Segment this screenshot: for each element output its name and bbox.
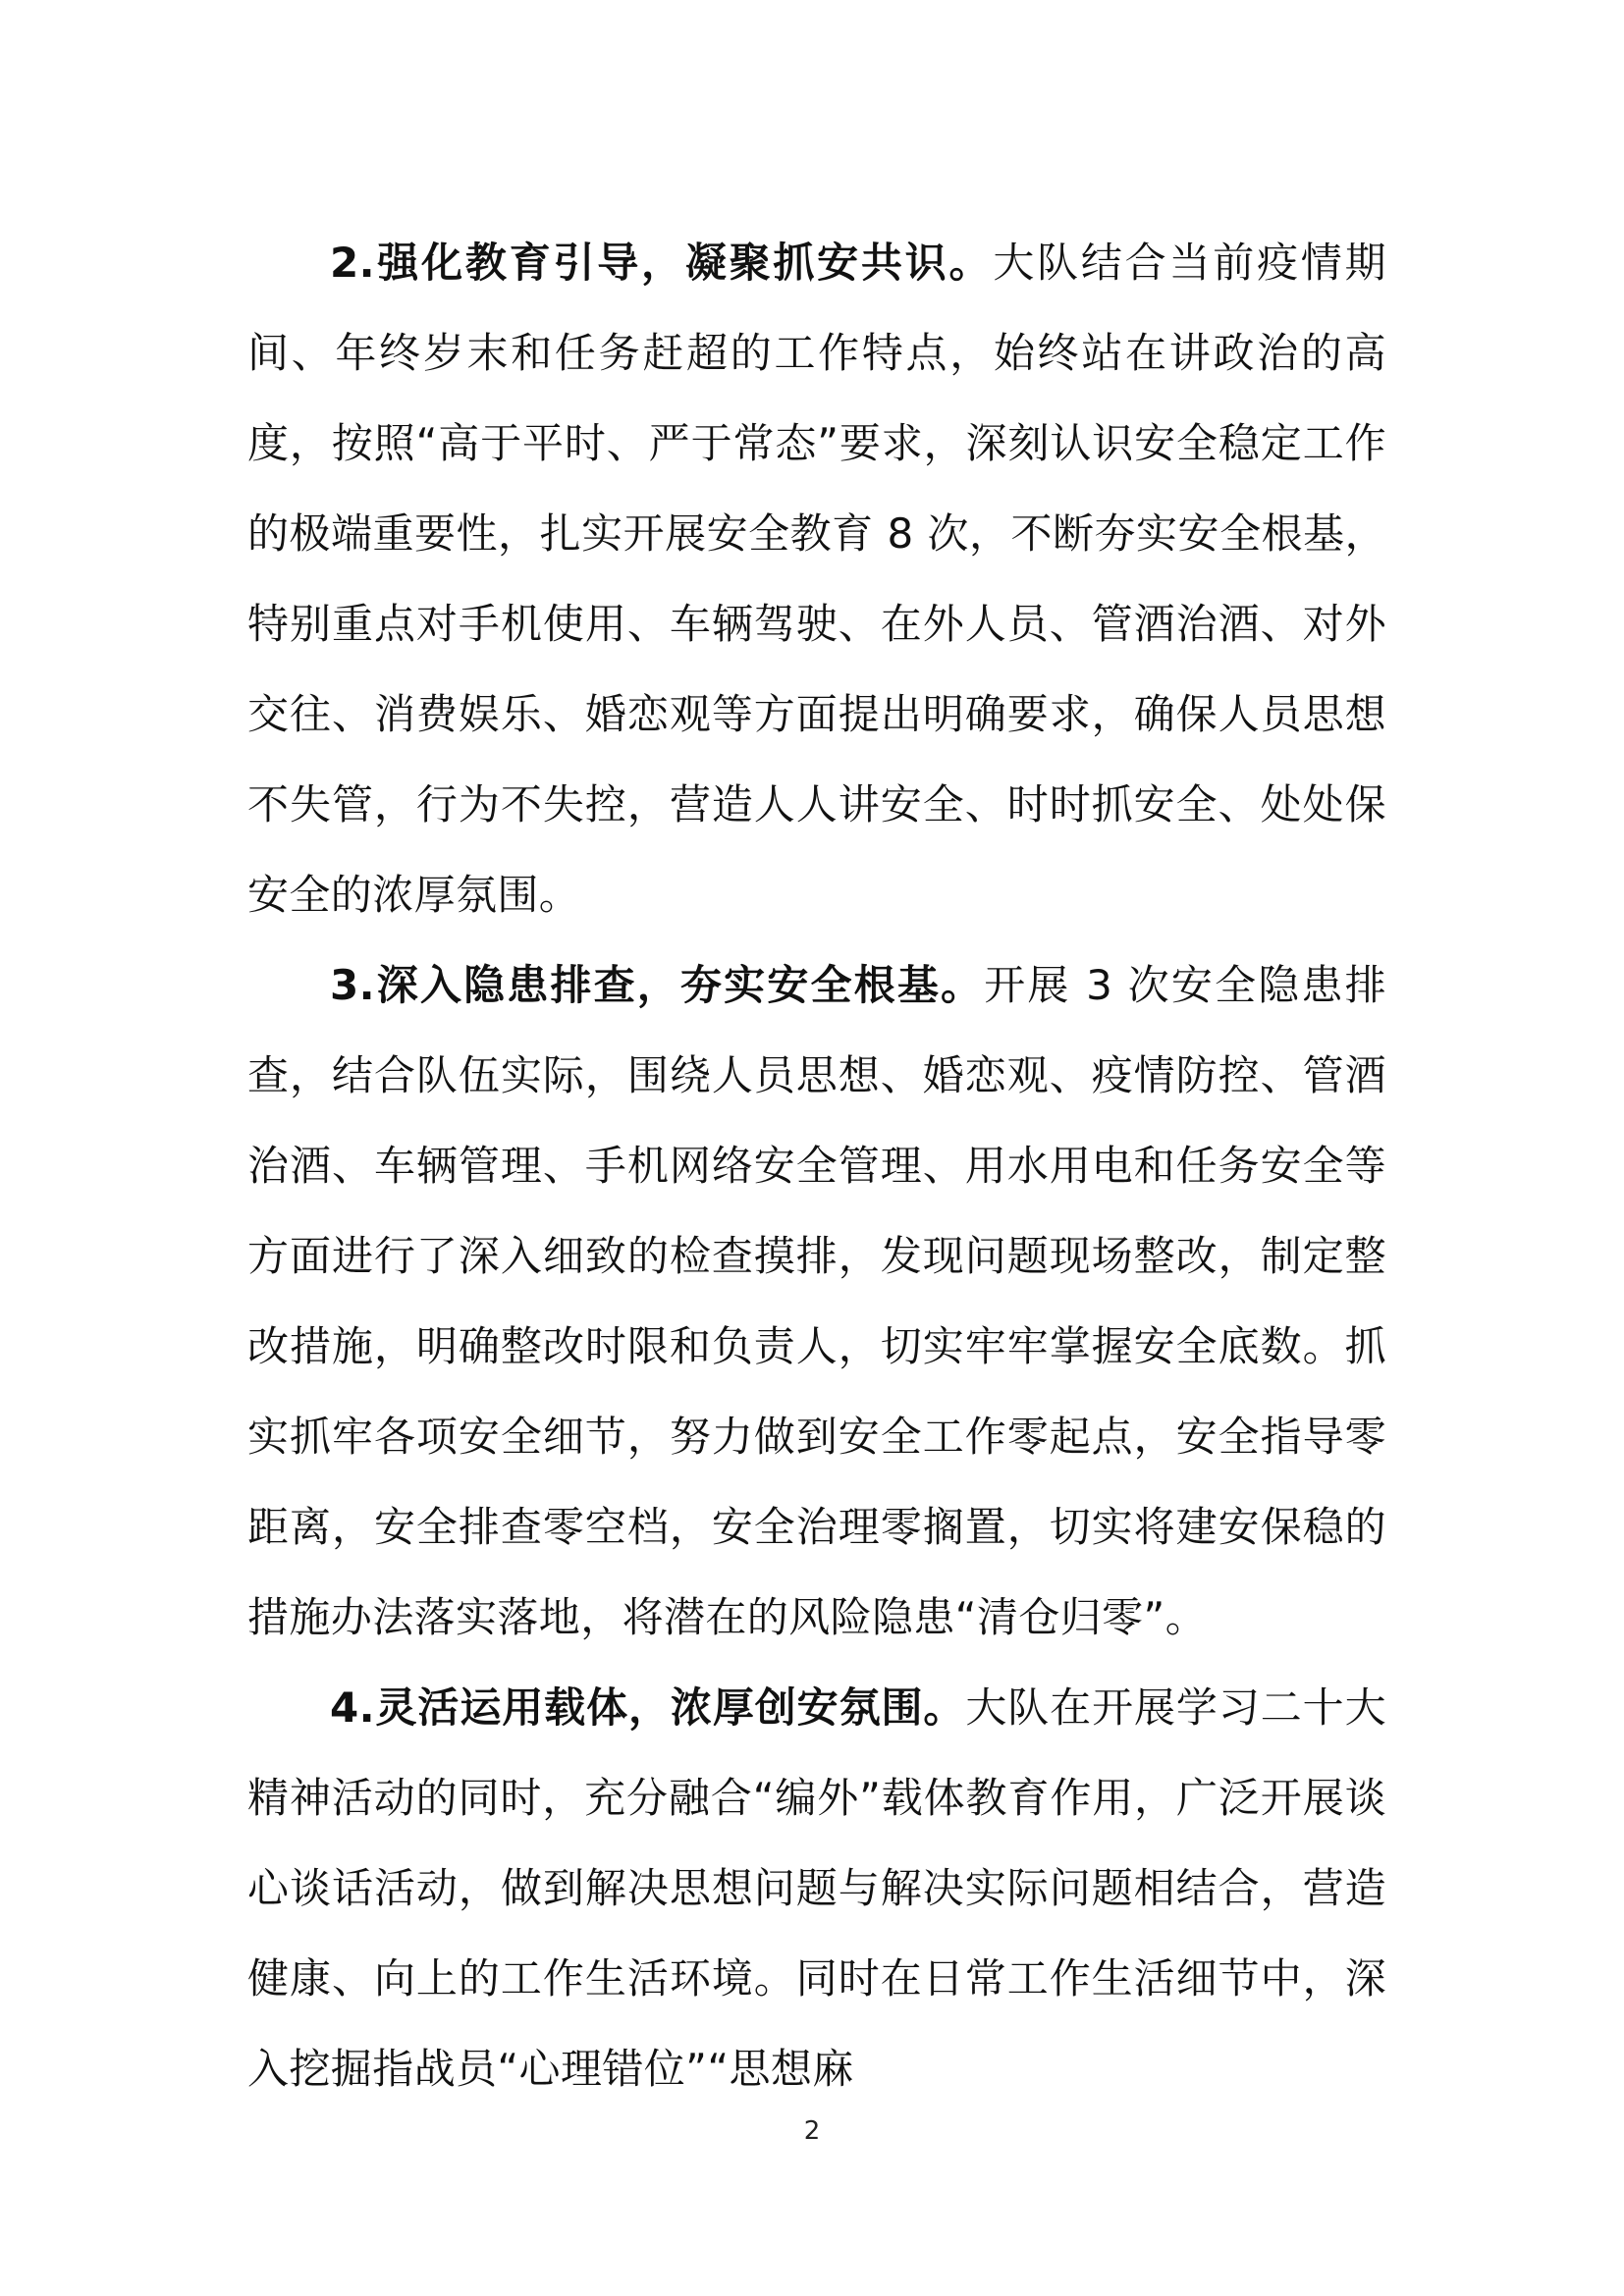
paragraph-text: 开展 3 次安全隐患排查，结合队伍实际，围绕人员思想、婚恋观、疫情防控、管酒治酒、车辆管理、手机网络安全管理、用水用电和任务安全等方面进行了深入细致的检查摸排，发现问题现场整改，制定整改措施，明确整改时限和负责人，切实牢牢掌握安全底数。抓实抓牢各项安全细节，努力做到安全工作零起点，安全指导零距离，安全排查零空档，安全治理零搁置，切实将建安保稳的措施办法落实落地，将潜在的风险隐患“清仓归零”。 (247, 961, 1386, 1641)
page-number: 2 (803, 2116, 821, 2146)
document-body (247, 218, 1386, 2114)
paragraph-heading: 4.灵活运用载体，浓厚创安氛围。 (330, 1683, 966, 1732)
paragraph-safety-atmosphere (247, 1663, 1386, 2114)
paragraph-text: 大队在开展学习二十大精神活动的同时，充分融合“编外”载体教育作用，广泛开展谈心谈话活动，做到解决思想问题与解决实际问题相结合，营造健康、向上的工作生活环境。同时在日常工作生活细节中，深入挖掘指战员“心理错位”“思想麻 (247, 1683, 1386, 2093)
paragraph-text: 大队结合当前疫情期间、年终岁末和任务赶超的工作特点，始终站在讲政治的高度，按照“高于平时、严于常态”要求，深刻认识安全稳定工作的极端重要性，扎实开展安全教育 8 次，不断夯实安全根基，特别重点对手机使用、车辆驾驶、在外人员、管酒治酒、对外交往、消费娱乐、婚恋观等方面提出明确要求，确保人员思想不失管，行为不失控，营造人人讲安全、时时抓安全、处处保安全的浓厚氛围。 (247, 239, 1386, 919)
paragraph-education-guidance (247, 218, 1386, 940)
paragraph-heading: 2.强化教育引导，凝聚抓安共识。 (330, 239, 994, 287)
paragraph-heading: 3.深入隐患排查，夯实安全根基。 (330, 961, 985, 1009)
paragraph-hazard-inspection (247, 940, 1386, 1663)
